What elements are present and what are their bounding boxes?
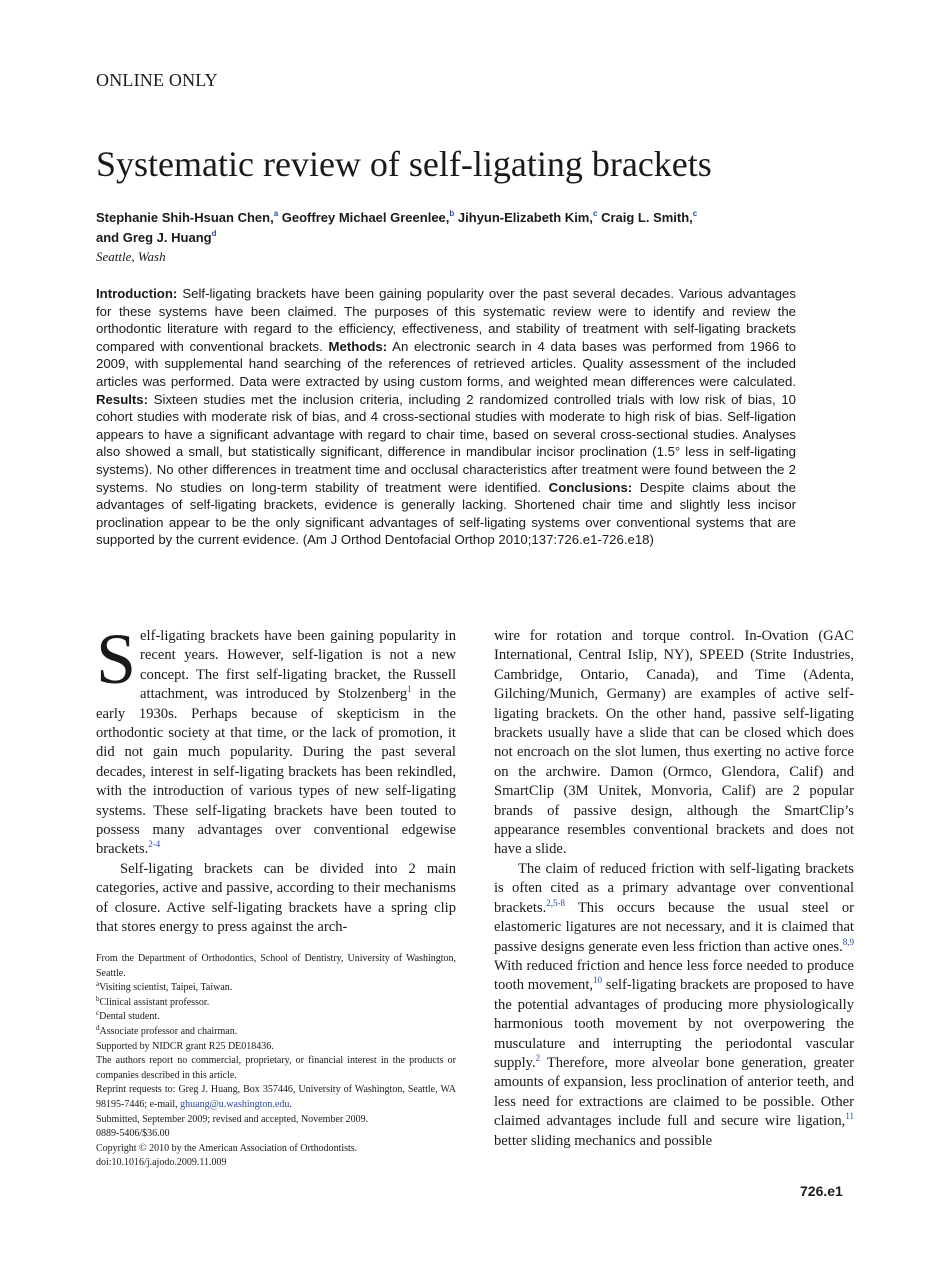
footnote-mark: a [96, 980, 100, 989]
author-name: and Greg J. Huang [96, 230, 212, 245]
page-number: 726.e1 [800, 1183, 843, 1199]
citation-link[interactable]: 10 [593, 975, 603, 986]
footnote-text: Clinical assistant professor. [99, 996, 210, 1008]
footnote-issn: 0889-5406/$36.00 [96, 1128, 170, 1140]
abstract-methods-label: Methods: [328, 338, 388, 354]
footnote-department: From the Department of Orthodontics, School of Dentistry, University of Washington, Seattle. [96, 953, 456, 979]
author-list [96, 208, 816, 248]
footnote-affiliation-d [96, 1025, 456, 1040]
affiliation-mark[interactable]: a [273, 209, 279, 218]
author-name: Jihyun-Elizabeth Kim, [457, 210, 593, 225]
abstract-intro-text: Self-ligating brackets have been gaining popularity over the past several decades. Various advantages for these systems have been claimed. The purposes of this systematic review were to identify and review the orthodontic literature with regard to the efficiency, effectiveness, and stability of treatment with self-ligating brackets compared with conventional brackets. [96, 286, 796, 354]
abstract-conclusions-text: Despite claims about the advantages of self-ligating brackets, evidence is generally lacking. Shortened chair time and slightly less incisor proclination appear to be the only significant advantages of self-ligating systems over conventional systems that are supported by the current evidence. (Am J Orthod Dentofacial Orthop 2010;137:726.e1-726.e18) [96, 479, 796, 548]
body-text: in the early 1930s. Perhaps because of skepticism in the orthodontic society at that time, or the lack of promotion, it did not gain much popularity. During the past several decades, interest in self-ligating brackets has been rekindled, with the introduction of various types of new self-ligating systems. These self-ligating brackets have been touted to possess many advantages over conventional edgewise brackets. [96, 686, 456, 858]
body-paragraph: Self-ligating brackets can be divided into 2 main categories, active and passive, according to their mechanisms of closure. Active self-ligating brackets have a spring clip that stores energy to press against the arch- [96, 860, 456, 936]
footnote-submitted: Submitted, September 2009; revised and accepted, November 2009. [96, 1113, 369, 1125]
footnote-affiliation-b [96, 996, 456, 1011]
body-column-right [494, 627, 854, 1151]
citation-link[interactable]: 11 [845, 1111, 854, 1122]
drop-cap: S [96, 619, 137, 699]
body-paragraph: wire for rotation and torque control. In-Ovation (GAC International, Central Islip, NY), SPEED (Strite Industries, Cambridge, Ontario, Canada), and Time (Adenta, Gilching/Munich, Germany) are examples of active self-ligating brackets. On the other hand, passive self-ligating brackets usually have a slide that can be closed which does not encroach on the slot lumen, thus exerting no active force on the archwire. Damon (Ormco, Glendora, Calif) and SmartClip (3M Unitek, Monvoria, Calif) are 2 popular brands of passive design, although the SmartClip’s appearance resembles conventional brackets and does not have a slide. [494, 628, 854, 858]
footnote-text: Reprint requests to: Greg J. Huang, Box 357446, University of Washington, Seattle, WA 98195-7446; e-mail, [96, 1084, 456, 1110]
citation-link[interactable]: 2,5-8 [546, 897, 566, 908]
body-text: better sliding mechanics and possible [494, 1132, 713, 1149]
author-location: Seattle, Wash [96, 249, 166, 264]
footnotes [96, 952, 456, 1171]
affiliation-mark[interactable]: c [692, 209, 698, 218]
body-text: With reduced friction and hence less force needed to produce tooth movement, [494, 957, 854, 994]
footnote-mark: b [96, 994, 100, 1003]
body-paragraph [96, 619, 456, 860]
footnote-affiliation-a [96, 981, 456, 996]
abstract [96, 285, 796, 549]
footnote-mark: c [96, 1009, 100, 1018]
section-label: ONLINE ONLY [96, 70, 218, 90]
citation-link[interactable]: 2 [535, 1052, 541, 1063]
email-link[interactable]: ghuang@u.washington.edu [180, 1098, 290, 1110]
abstract-results-text: Sixteen studies met the inclusion criteria, including 2 randomized controlled trials with low risk of bias, 10 cohort studies with moderate risk of bias, and 4 cross-sectional studies with moderate to high risk of bias. Self-ligation appears to have a significant advantage with regard to chair time, based on several cross-sectional studies. Analyses also showed a small, but statistically significant, difference in mandibular incisor proclination (1.5° less in self-ligating systems). No other differences in treatment time and occlusal characteristics after treatment were found between the 2 systems. No studies on long-term stability of treatment were identified. [96, 391, 796, 495]
abstract-conclusions-label: Conclusions: [548, 479, 633, 495]
footnote-text: Visiting scientist, Taipei, Taiwan. [99, 982, 233, 994]
footnote-text: Dental student. [99, 1011, 160, 1023]
body-text: Therefore, more alveolar bone generation, greater amounts of expansion, less proclination of anterior teeth, and less need for extractions are claimed to be possible. Other claimed advantages include full and secure wire ligation, [494, 1054, 854, 1130]
abstract-methods-text: An electronic search in 4 data bases was performed from 1966 to 2009, with supplemental hand searching of the references of retrieved articles. Quality assessment of the included articles was performed. Data were extracted by using custom forms, and weighted mean differences were calculated. [96, 338, 796, 389]
body-text: self-ligating brackets are proposed to have the potential advantages of producing more physiologically harmonious tooth movement by not overpowering the musculature and interrupting the periodontal vascular supply. [494, 977, 854, 1071]
author-name: Craig L. Smith, [601, 210, 693, 225]
affiliation-mark[interactable]: c [592, 209, 598, 218]
citation-link[interactable]: 1 [407, 684, 412, 695]
affiliation-mark[interactable]: b [449, 209, 455, 218]
footnote-text: . [289, 1098, 292, 1110]
footnote-disclosure: The authors report no commercial, proprietary, or financial interest in the products or companies described in this article. [96, 1055, 456, 1081]
article-title: Systematic review of self-ligating brackets [96, 144, 712, 184]
footnote-reprint [96, 1083, 456, 1112]
body-text: elf-ligating brackets have been gaining popularity in recent years. However, self-ligation is not a new concept. The first self-ligating bracket, the Russell attachment, was introduced by Stolzenberg [140, 628, 456, 703]
abstract-intro-label: Introduction: [96, 286, 178, 301]
footnote-support: Supported by NIDCR grant R25 DE018436. [96, 1040, 274, 1052]
body-paragraph [494, 860, 854, 1151]
footnote-copyright: Copyright © 2010 by the American Association of Orthodontists. [96, 1142, 358, 1154]
footnote-affiliation-c [96, 1010, 456, 1025]
footnote-mark: d [96, 1023, 100, 1032]
footnote-doi[interactable]: doi:10.1016/j.ajodo.2009.11.009 [96, 1157, 227, 1169]
affiliation-mark[interactable]: d [211, 229, 217, 238]
citation-link[interactable]: 8,9 [842, 936, 854, 947]
footnote-text: Associate professor and chairman. [99, 1025, 238, 1037]
body-text: This occurs because the usual steel or elastomeric ligatures are not necessary, and it is claimed that passive designs generate even less friction than active ones. [494, 899, 854, 955]
body-column-left [96, 619, 456, 938]
body-text: The claim of reduced friction with self-ligating brackets is often cited as a primary advantage over conventional brackets. [494, 860, 854, 916]
abstract-results-label: Results: [96, 391, 149, 407]
citation-link[interactable]: 2-4 [148, 839, 161, 850]
author-name: Stephanie Shih-Hsuan Chen, [96, 210, 274, 225]
author-name: Geoffrey Michael Greenlee, [281, 210, 450, 225]
